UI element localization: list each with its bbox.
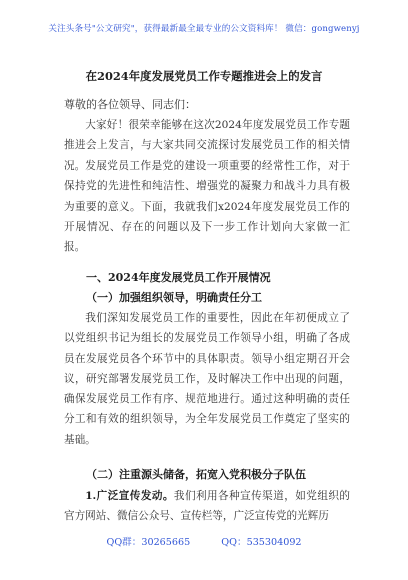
subsection-heading-2: （二）注重源头储备，拓宽入党积极分子队伍 (86, 468, 306, 481)
footer-banner (0, 534, 408, 548)
paragraph-significance: 发展党员工作是党的建设一项重要的经常性工作，对于保持党的先进性和纯洁性、增强党的凝聚力和战斗力具有极为重要的意义。下面，我就我们x2024年度发展党员工作的开展情况、存在的问题以及下一步工作计划向大家做一汇报。 (64, 160, 350, 254)
subsection-heading-1: （一）加强组织领导，明确责任分工 (86, 291, 262, 304)
paragraph-organization: 我们深知发展党员工作的重要性，因此在年初便成立了以党组织书记为组长的发展党员工作领导小组，明确了各成员在发展党员各个环节中的具体职责。领导小组定期召开会议，研究部署发展党员工作，及时解决工作中出现的问题，确保发展党员工作有序、规范地进行。通过这种明确的责任分工和有效的组织领导，为全年发展党员工作奠定了坚实的基础。 (64, 312, 350, 446)
paragraph-publicity-text: 我们利用各种宣传渠道，如党组织的官方网站、微信公众号、宣传栏等，广泛宣传党的光辉历 (64, 490, 351, 523)
paragraph-opening: 大家好！很荣幸能够在这次2024年度发展党员工作专题推进会上发言，与大家共同交流探讨发展党员工作的相关情况。 (64, 119, 350, 172)
section-heading: 一、2024年度发展党员工作开展情况 (86, 271, 271, 284)
salutation: 尊敬的各位领导、同志们： (64, 98, 196, 111)
qq-contact: QQ：535304092 (221, 537, 302, 548)
paragraph-publicity (64, 486, 350, 527)
paragraph-lead: 1.广泛宣传发动。 (85, 490, 174, 502)
page-title: 在2024年度发展党员工作专题推进会上的发言 (85, 69, 323, 83)
qq-group: QQ群：30265665 (106, 537, 191, 548)
header-banner: 关注头条号"公文研究"，获得最新最全最专业的公文资料库！ 微信：gongwenyj (48, 24, 360, 34)
